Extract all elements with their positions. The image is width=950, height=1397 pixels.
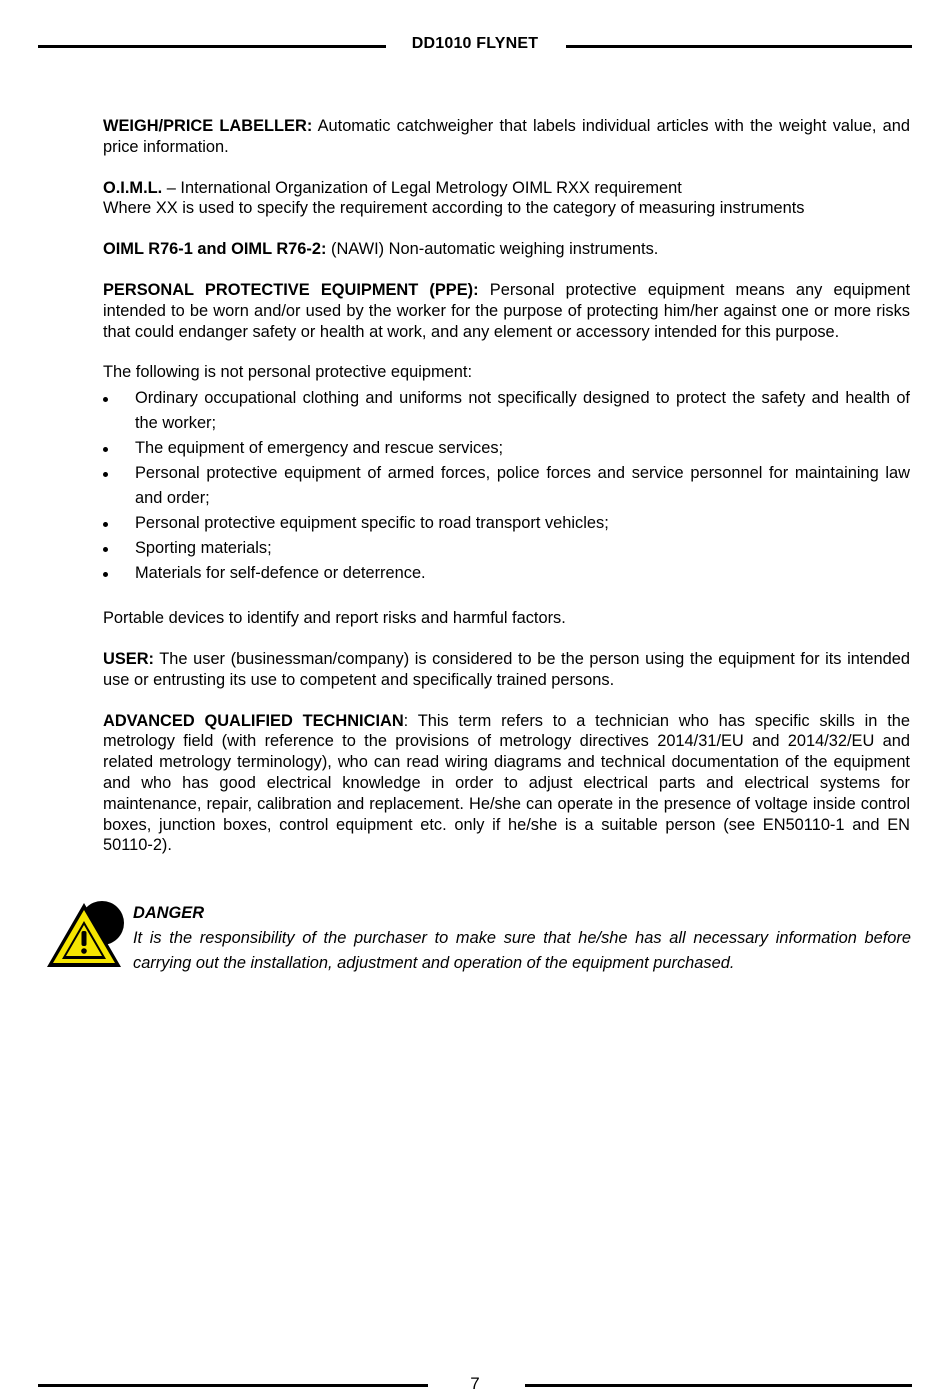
definition-text: The user (businessman/company) is considered to be the person using the equipment for its intended use or entrusting its use to competent and specifically trained persons.	[103, 649, 910, 689]
bullet-icon	[103, 522, 108, 527]
definition-text: (NAWI) Non-automatic weighing instruments.	[331, 240, 659, 259]
definition-term: O.I.M.L.	[103, 178, 163, 197]
definition-ppe	[103, 280, 910, 342]
definition-term: USER:	[103, 649, 154, 668]
page-number: 7	[470, 1374, 480, 1393]
definition-term: OIML R76-1 and OIML R76-2:	[103, 240, 327, 259]
danger-title: DANGER	[133, 904, 205, 922]
page-content	[103, 116, 910, 856]
warning-triangle-icon	[44, 899, 124, 971]
list-item: The equipment of emergency and rescue services;	[103, 436, 910, 461]
list-item: Materials for self-defence or deterrence.	[103, 561, 910, 586]
definition-weigh-price	[103, 116, 910, 158]
definition-text: Personal protective equipment means any equipment intended to be worn and/or used by the worker for the purpose of protecting him/her against one or more risks that could endanger safety or health at work, and any element or accessory intended for this purpose.	[103, 280, 911, 341]
bullet-icon	[103, 547, 108, 552]
definition-term: WEIGH/PRICE LABELLER:	[103, 117, 313, 135]
definition-text: Automatic catchweigher that labels individual articles with the weight value, and price information.	[103, 117, 910, 156]
definition-user	[103, 649, 910, 691]
bullet-icon	[103, 447, 108, 452]
list-item: Ordinary occupational clothing and uniforms not specifically designed to protect the safety and health of the worker;	[103, 386, 910, 436]
definition-text: : This term refers to a technician who has specific skills in the metrology field (with reference to the provisions of metrology directives 2014/31/EU and 2014/32/EU and related metrology terminology), who can read wiring diagrams and technical documentation of the equipment and who has good electrical knowledge in order to adjust electrical parts and electrical systems for maintenance, repair, calibration and replacement. He/she can operate in the presence of voltage inside control boxes, junction boxes, control equipment etc. only if he/she is a suitable person (see EN50110-1 and EN 50110-2).	[103, 711, 910, 855]
not-ppe-intro: The following is not personal protective equipment:	[103, 363, 472, 382]
list-item: Personal protective equipment of armed forces, police forces and service personnel for maintaining law and order;	[103, 461, 910, 511]
definition-oiml-r76	[103, 239, 910, 260]
bullet-icon	[103, 572, 108, 577]
danger-text-block	[133, 901, 911, 976]
list-item: Personal protective equipment specific to road transport vehicles;	[103, 511, 910, 536]
definition-oiml	[103, 178, 910, 220]
header-rule-right	[566, 45, 912, 48]
definition-term: ADVANCED QUALIFIED TECHNICIAN	[103, 711, 404, 730]
definition-text: – International Organization of Legal Metrology OIML RXX requirement	[166, 178, 682, 197]
danger-message: It is the responsibility of the purchaser to make sure that he/she has all necessary information before carrying out the installation, adjustment and operation of the equipment purchased.	[133, 929, 911, 972]
document-title: DD1010 FLYNET	[411, 35, 539, 52]
definition-term: PERSONAL PROTECTIVE EQUIPMENT (PPE):	[103, 280, 479, 299]
definition-text-line2: Where XX is used to specify the requirement according to the category of measuring instruments	[103, 199, 805, 218]
definition-technician	[103, 711, 910, 857]
footer-rule-right	[525, 1384, 912, 1387]
list-item: Sporting materials;	[103, 536, 910, 561]
not-ppe-list	[103, 386, 910, 586]
bullet-icon	[103, 472, 108, 477]
bullet-icon	[103, 397, 108, 402]
portable-devices-note: Portable devices to identify and report risks and harmful factors.	[103, 609, 566, 628]
